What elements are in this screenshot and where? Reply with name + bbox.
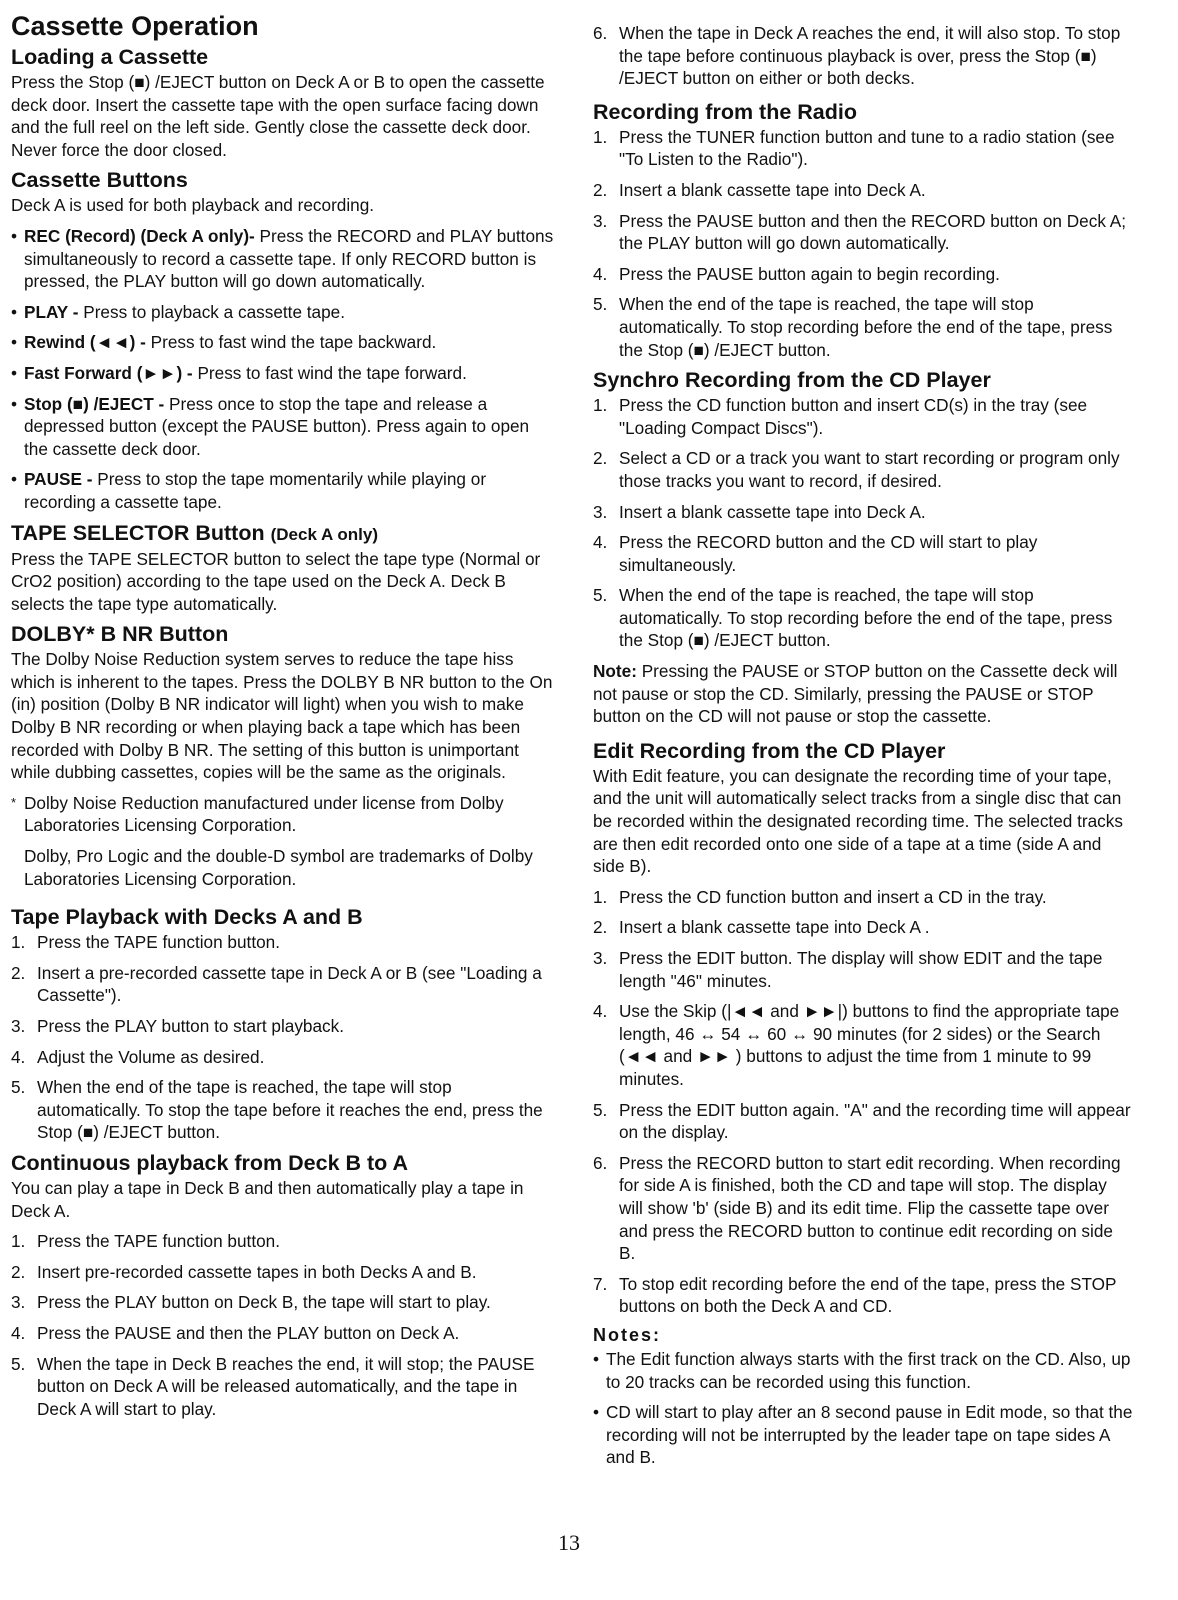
edit-heading: Edit Recording from the CD Player [593,738,946,763]
list-item: 2. Select a CD or a track you want to start recording or program only those tracks you want to record, if desired. [593,448,1120,491]
notes-heading: Notes: [593,1324,662,1345]
list-item: 4. Press the PAUSE button again to begin recording. [593,263,1000,284]
dolby-footnote: * Dolby Noise Reduction manufactured under license from Dolby Laboratories Licensing Corporation. [11,792,504,836]
continuous-steps-cont [593,22,1133,90]
list-item: 2. Insert a blank cassette tape into Deck A . [593,917,930,938]
right-column [593,22,1133,1469]
list-item: 5. When the tape in Deck B reaches the end, it will stop; the PAUSE button on Deck A will be released automatically, and the tape in Deck A will start to play. [11,1353,535,1419]
list-item: 3. Press the EDIT button. The display will show EDIT and the tape length "46" minutes. [593,948,1103,991]
playback-steps [11,931,556,1144]
list-item: 5. When the end of the tape is reached, the tape will stop automatically. To stop the tape before it reaches the end, press the Stop (■) /EJECT button. [11,1077,543,1143]
notes-list [593,1348,1133,1469]
dolby-text: The Dolby Noise Reduction system serves to reduce the tape hiss which is inherent to the tapes. Press the DOLBY B NR button to the On (in) position (Dolby B NR indicator will light) when you wish to make Dolby B NR recording or when playing back a tape which has been recorded with Dolby B NR. The setting of this button is unimportant while dubbing cassettes, copies will be the same as the originals. [11,649,553,783]
list-item: 3. Press the PLAY button to start playback. [11,1016,344,1036]
continuous-heading: Continuous playback from Deck B to A [11,1150,409,1175]
edit-steps [593,886,1133,1318]
buttons-heading: Cassette Buttons [11,168,188,193]
list-item: 1. Press the CD function button and insert CD(s) in the tray (see "Loading Compact Discs"). [593,395,1088,438]
list-item: • Stop (■) /EJECT - Press once to stop the tape and release a depressed button (except the PAUSE button). Press again to open the cassette deck door. [11,393,556,461]
continuous-steps [11,1230,556,1420]
radio-steps [593,126,1133,361]
continuous-intro: You can play a tape in Deck B and then automatically play a tape in Deck A. [11,1177,524,1221]
list-item: 7. To stop edit recording before the end of the tape, press the STOP buttons on both the Deck A and CD. [593,1273,1117,1317]
list-item: • REC (Record) (Deck A only)- Press the RECORD and PLAY buttons simultaneously to record a cassette tape. If only RECORD button is pressed, the PLAY button will go down automatically. [11,225,556,293]
list-item: 6. Press the RECORD button to start edit recording. When recording for side A is finished, both the CD and tape will stop. The display will show 'b' (side B) and its edit time. Flip the cassette tape over and press the RECORD button to continue edit recording on side B. [593,1152,1121,1264]
page-title: Cassette Operation [11,11,259,41]
list-item: 5. Press the EDIT button again. "A" and the recording time will appear on the display. [593,1099,1131,1143]
loading-heading: Loading a Cassette [11,45,209,69]
list-item: 3. Press the PAUSE button and then the RECORD button on Deck A; the PLAY button will go down automatically. [593,210,1126,254]
list-item: • Fast Forward (►►) - Press to fast wind the tape forward. [11,362,556,385]
list-item: 1. Press the CD function button and insert a CD in the tray. [593,886,1047,907]
buttons-intro: Deck A is used for both playback and recording. [11,195,375,216]
page-number: 13 [558,1530,580,1555]
list-item: 4. Press the RECORD button and the CD will start to play simultaneously. [593,532,1038,575]
list-item: • PLAY - Press to playback a cassette tape. [11,301,556,324]
synchro-steps [593,394,1133,652]
dolby-trademark: Dolby, Pro Logic and the double-D symbol are trademarks of Dolby Laboratories Licensing Corporation. [24,846,533,889]
playback-heading: Tape Playback with Decks A and B [11,905,363,930]
list-item: 3. Insert a blank cassette tape into Deck A. [593,501,926,522]
buttons-list [11,225,556,514]
list-item: • Rewind (◄◄) - Press to fast wind the tape backward. [11,331,556,354]
list-item: • The Edit function always starts with the first track on the CD. Also, up to 20 tracks can be recorded using this function. [593,1348,1133,1393]
radio-heading: Recording from the Radio [593,99,857,124]
list-item: 5. When the end of the tape is reached, the tape will stop automatically. To stop recording before the end of the tape, press the Stop (■) /EJECT button. [593,585,1113,651]
list-item: 3. Press the PLAY button on Deck B, the tape will start to play. [11,1292,491,1313]
selector-heading: TAPE SELECTOR Button (Deck A only) [11,520,378,545]
list-item: 1. Press the TAPE function button. [11,1231,280,1252]
loading-text: Press the Stop (■) /EJECT button on Deck A or B to open the cassette deck door. Insert the cassette tape with the open surface facing down and the full reel on the left side. Gently close the cassette deck door. Never force the door closed. [11,72,545,160]
list-item: • PAUSE - Press to stop the tape momentarily while playing or recording a cassette tape. [11,468,556,513]
list-item: 2. Insert a pre-recorded cassette tape in Deck A or B (see "Loading a Cassette"). [11,962,542,1006]
list-item: 2. Insert a blank cassette tape into Deck A. [593,179,926,200]
selector-text: Press the TAPE SELECTOR button to select the tape type (Normal or CrO2 position) according to the tape used on the Deck A. Deck B selects the tape type automatically. [11,548,541,614]
edit-intro: With Edit feature, you can designate the recording time of your tape, and the unit will automatically select tracks from a single disc that can be recorded within the designated recording time. The selected tracks are then edit recorded onto one side of a tape at a time (side A and side B). [593,765,1123,877]
dolby-heading: DOLBY* B NR Button [11,622,229,647]
list-item: 4. Use the Skip (|◄◄ and ►►|) buttons to find the appropriate tape length, 46 ↔ 54 ↔ 60 ↔ 90 minutes (for 2 sides) or the Search (◄◄ and ►► ) buttons to adjust the time from 1 minute to 99 minutes. [593,1001,1120,1089]
left-column [11,10,556,1420]
synchro-heading: Synchro Recording from the CD Player [593,368,991,393]
list-item: 1. Press the TUNER function button and tune to a radio station (see "To Listen to the Radio"). [593,126,1115,170]
list-item: • CD will start to play after an 8 second pause in Edit mode, so that the recording will not be interrupted by the leader tape on tape sides A and B. [593,1401,1133,1469]
synchro-note: Note: Pressing the PAUSE or STOP button on the Cassette deck will not pause or stop the CD. Similarly, pressing the PAUSE or STOP button on the CD will not pause or stop the cassette. [593,661,1118,727]
list-item: 6. When the tape in Deck A reaches the end, it will also stop. To stop the tape before continuous playback is over, press the Stop (■) /EJECT button on either or both decks. [593,23,1121,89]
list-item: 4. Press the PAUSE and then the PLAY button on Deck A. [11,1322,460,1343]
list-item: 2. Insert pre-recorded cassette tapes in both Decks A and B. [11,1261,477,1282]
list-item: 4. Adjust the Volume as desired. [11,1046,265,1067]
list-item: 1. Press the TAPE function button. [11,932,280,953]
list-item: 5. When the end of the tape is reached, the tape will stop automatically. To stop recording before the end of the tape, press the Stop (■) /EJECT button. [593,294,1113,360]
